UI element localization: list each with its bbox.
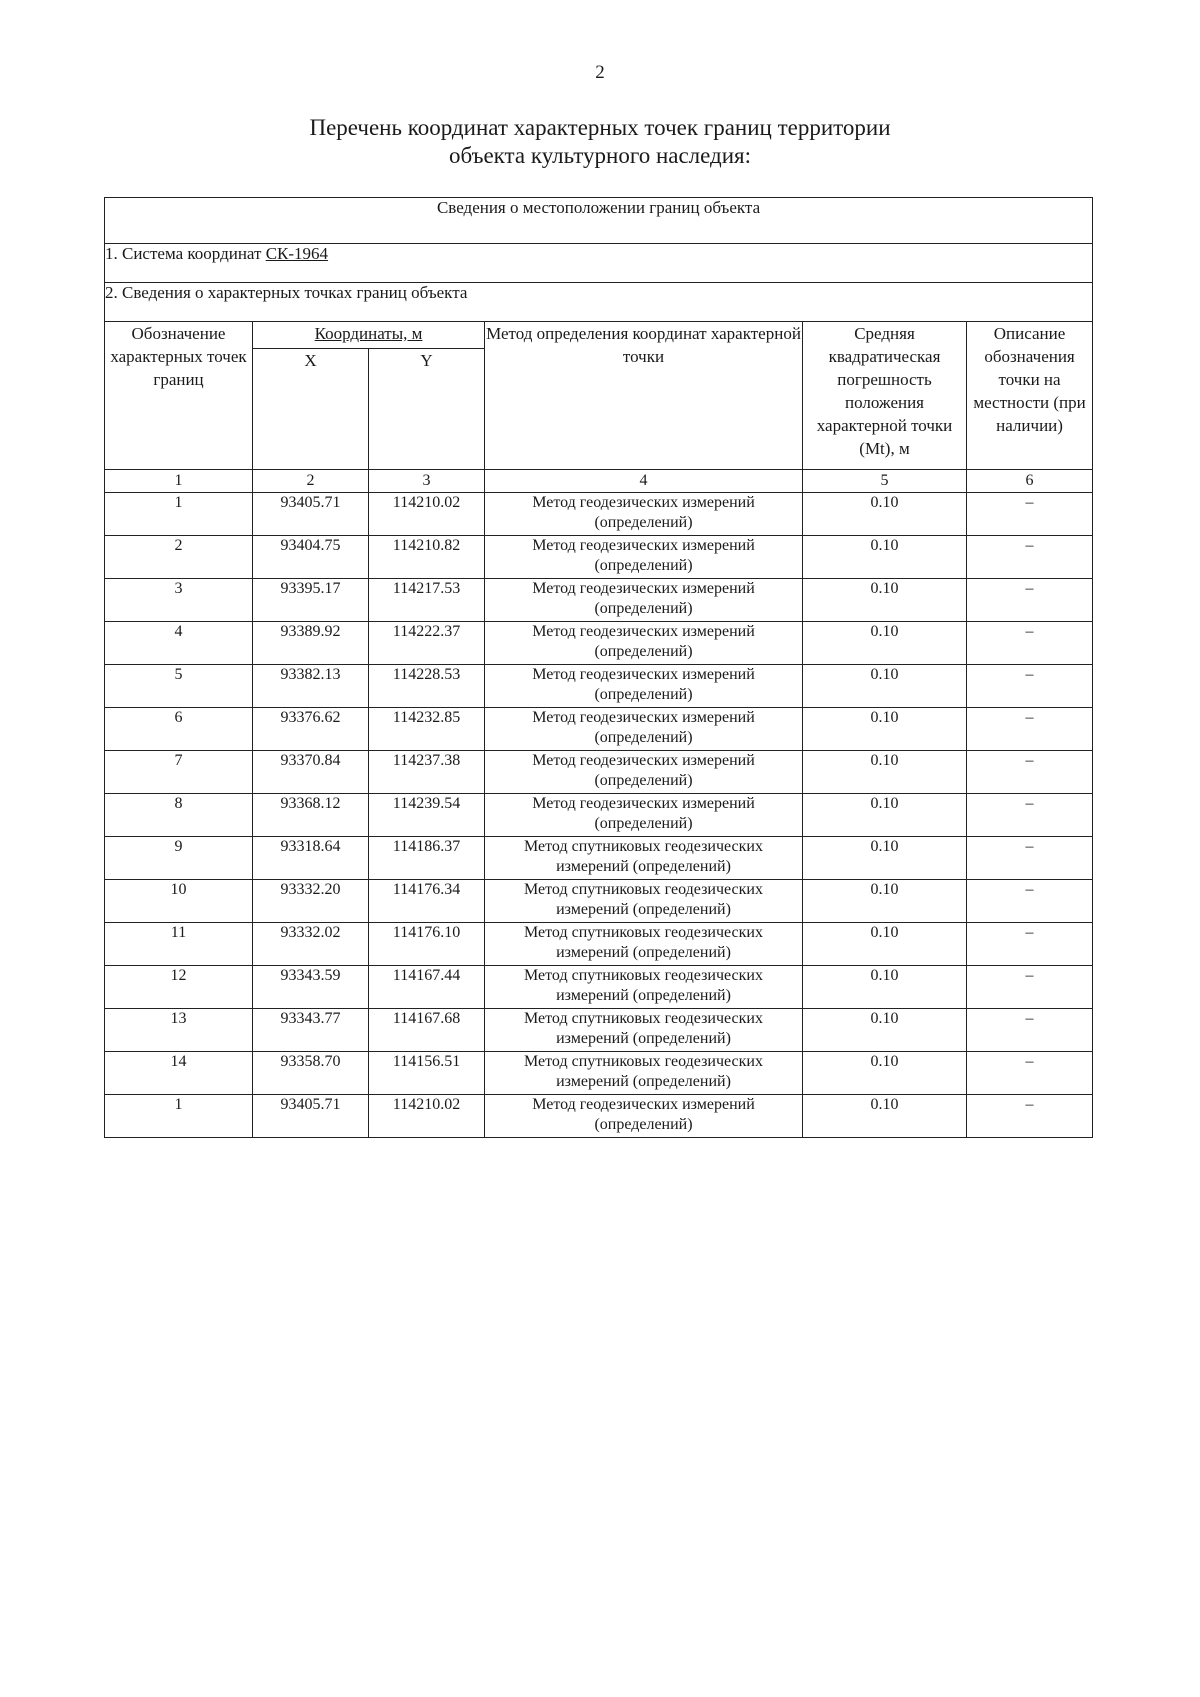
method-cell: Метод геодезических измерений (определений) (485, 579, 803, 622)
x-cell: 93370.84 (253, 751, 369, 794)
error-cell: 0.10 (803, 966, 967, 1009)
description-cell: – (967, 665, 1093, 708)
table-row (105, 966, 1093, 1009)
method-cell: Метод спутниковых геодезических измерений (определений) (485, 966, 803, 1009)
error-cell: 0.10 (803, 1052, 967, 1095)
header-coordinates (253, 322, 485, 349)
point-cell: 3 (105, 579, 253, 622)
table-row (105, 880, 1093, 923)
table-row (105, 794, 1093, 837)
error-cell: 0.10 (803, 493, 967, 536)
header-error-label: Средняя квадратическая погрешность положения характерной точки (Mt), м (816, 324, 953, 458)
description-cell: – (967, 1052, 1093, 1095)
method-cell: Метод геодезических измерений (определений) (485, 794, 803, 837)
method-cell: Метод геодезических измерений (определений) (485, 493, 803, 536)
coord-system-cell (105, 244, 1093, 283)
table-row (105, 536, 1093, 579)
y-cell: 114167.44 (369, 966, 485, 1009)
y-cell: 114167.68 (369, 1009, 485, 1052)
description-cell: – (967, 880, 1093, 923)
header-x: X (253, 349, 369, 470)
x-cell: 93332.20 (253, 880, 369, 923)
y-cell: 114176.10 (369, 923, 485, 966)
point-cell: 10 (105, 880, 253, 923)
header-y: Y (369, 349, 485, 470)
point-cell: 2 (105, 536, 253, 579)
table-row (105, 665, 1093, 708)
method-cell: Метод спутниковых геодезических измерений (определений) (485, 923, 803, 966)
section-header-row (105, 198, 1093, 244)
method-cell: Метод спутниковых геодезических измерений (определений) (485, 1009, 803, 1052)
title-line-1: Перечень координат характерных точек границ территории (309, 115, 891, 140)
description-cell: – (967, 966, 1093, 1009)
y-cell: 114210.82 (369, 536, 485, 579)
y-cell: 114228.53 (369, 665, 485, 708)
x-cell: 93368.12 (253, 794, 369, 837)
error-cell: 0.10 (803, 751, 967, 794)
point-cell: 11 (105, 923, 253, 966)
point-cell: 14 (105, 1052, 253, 1095)
description-cell: – (967, 794, 1093, 837)
coordinates-table (104, 197, 1093, 1138)
title-line-2: объекта культурного наследия: (448, 143, 752, 168)
header-coordinates-label: Координаты, м (314, 324, 423, 343)
coord-system-row (105, 244, 1093, 283)
description-cell: – (967, 708, 1093, 751)
header-error (803, 322, 967, 470)
table-row (105, 708, 1093, 751)
table-row (105, 837, 1093, 880)
method-cell: Метод спутниковых геодезических измерений (определений) (485, 880, 803, 923)
method-cell: Метод геодезических измерений (определений) (485, 708, 803, 751)
header-row-1 (105, 322, 1093, 349)
description-cell: – (967, 536, 1093, 579)
x-cell: 93395.17 (253, 579, 369, 622)
y-cell: 114232.85 (369, 708, 485, 751)
section-title: Сведения о местоположении границ объекта (105, 198, 1093, 244)
table-row (105, 493, 1093, 536)
column-number-row (105, 470, 1093, 493)
error-cell: 0.10 (803, 708, 967, 751)
point-cell: 12 (105, 966, 253, 1009)
x-cell: 93376.62 (253, 708, 369, 751)
point-cell: 5 (105, 665, 253, 708)
y-cell: 114210.02 (369, 493, 485, 536)
error-cell: 0.10 (803, 665, 967, 708)
document-title (200, 114, 1000, 170)
column-number: 1 (105, 470, 253, 493)
page-number: 2 (595, 62, 605, 83)
coord-system-code: СК-1964 (265, 244, 329, 263)
method-cell: Метод геодезических измерений (определений) (485, 622, 803, 665)
table-row (105, 1009, 1093, 1052)
column-number: 6 (967, 470, 1093, 493)
y-cell: 114237.38 (369, 751, 485, 794)
column-number: 2 (253, 470, 369, 493)
description-cell: – (967, 493, 1093, 536)
point-cell: 13 (105, 1009, 253, 1052)
error-cell: 0.10 (803, 880, 967, 923)
table-row (105, 923, 1093, 966)
column-number: 3 (369, 470, 485, 493)
table-row (105, 579, 1093, 622)
table-row (105, 1052, 1093, 1095)
method-cell: Метод геодезических измерений (определений) (485, 665, 803, 708)
description-cell: – (967, 1009, 1093, 1052)
x-cell: 93358.70 (253, 1052, 369, 1095)
method-cell: Метод спутниковых геодезических измерений (определений) (485, 837, 803, 880)
table-row (105, 622, 1093, 665)
column-number: 4 (485, 470, 803, 493)
table-row (105, 751, 1093, 794)
description-cell: – (967, 837, 1093, 880)
error-cell: 0.10 (803, 1095, 967, 1138)
x-cell: 93405.71 (253, 493, 369, 536)
y-cell: 114217.53 (369, 579, 485, 622)
header-designation: Обозначение характерных точек границ (105, 322, 253, 470)
error-cell: 0.10 (803, 837, 967, 880)
error-cell: 0.10 (803, 579, 967, 622)
header-method: Метод определения координат характерной точки (485, 322, 803, 470)
x-cell: 93318.64 (253, 837, 369, 880)
description-cell: – (967, 622, 1093, 665)
point-cell: 4 (105, 622, 253, 665)
y-cell: 114176.34 (369, 880, 485, 923)
error-cell: 0.10 (803, 622, 967, 665)
point-cell: 1 (105, 1095, 253, 1138)
description-cell: – (967, 1095, 1093, 1138)
x-cell: 93389.92 (253, 622, 369, 665)
x-cell: 93382.13 (253, 665, 369, 708)
method-cell: Метод геодезических измерений (определений) (485, 1095, 803, 1138)
point-cell: 9 (105, 837, 253, 880)
point-cell: 1 (105, 493, 253, 536)
data-rows (105, 493, 1093, 1138)
table-row (105, 1095, 1093, 1138)
y-cell: 114156.51 (369, 1052, 485, 1095)
description-cell: – (967, 751, 1093, 794)
error-cell: 0.10 (803, 536, 967, 579)
point-cell: 6 (105, 708, 253, 751)
x-cell: 93405.71 (253, 1095, 369, 1138)
y-cell: 114239.54 (369, 794, 485, 837)
coord-system-prefix: 1. Система координат (105, 244, 266, 263)
y-cell: 114210.02 (369, 1095, 485, 1138)
description-cell: – (967, 579, 1093, 622)
method-cell: Метод спутниковых геодезических измерений (определений) (485, 1052, 803, 1095)
point-cell: 8 (105, 794, 253, 837)
column-number: 5 (803, 470, 967, 493)
x-cell: 93343.77 (253, 1009, 369, 1052)
x-cell: 93404.75 (253, 536, 369, 579)
points-section-title: 2. Сведения о характерных точках границ объекта (105, 283, 1093, 322)
y-cell: 114222.37 (369, 622, 485, 665)
error-cell: 0.10 (803, 1009, 967, 1052)
points-section-row (105, 283, 1093, 322)
method-cell: Метод геодезических измерений (определений) (485, 751, 803, 794)
x-cell: 93332.02 (253, 923, 369, 966)
y-cell: 114186.37 (369, 837, 485, 880)
method-cell: Метод геодезических измерений (определений) (485, 536, 803, 579)
header-description: Описание обозначения точки на местности (при наличии) (967, 322, 1093, 470)
error-cell: 0.10 (803, 794, 967, 837)
point-cell: 7 (105, 751, 253, 794)
x-cell: 93343.59 (253, 966, 369, 1009)
description-cell: – (967, 923, 1093, 966)
error-cell: 0.10 (803, 923, 967, 966)
